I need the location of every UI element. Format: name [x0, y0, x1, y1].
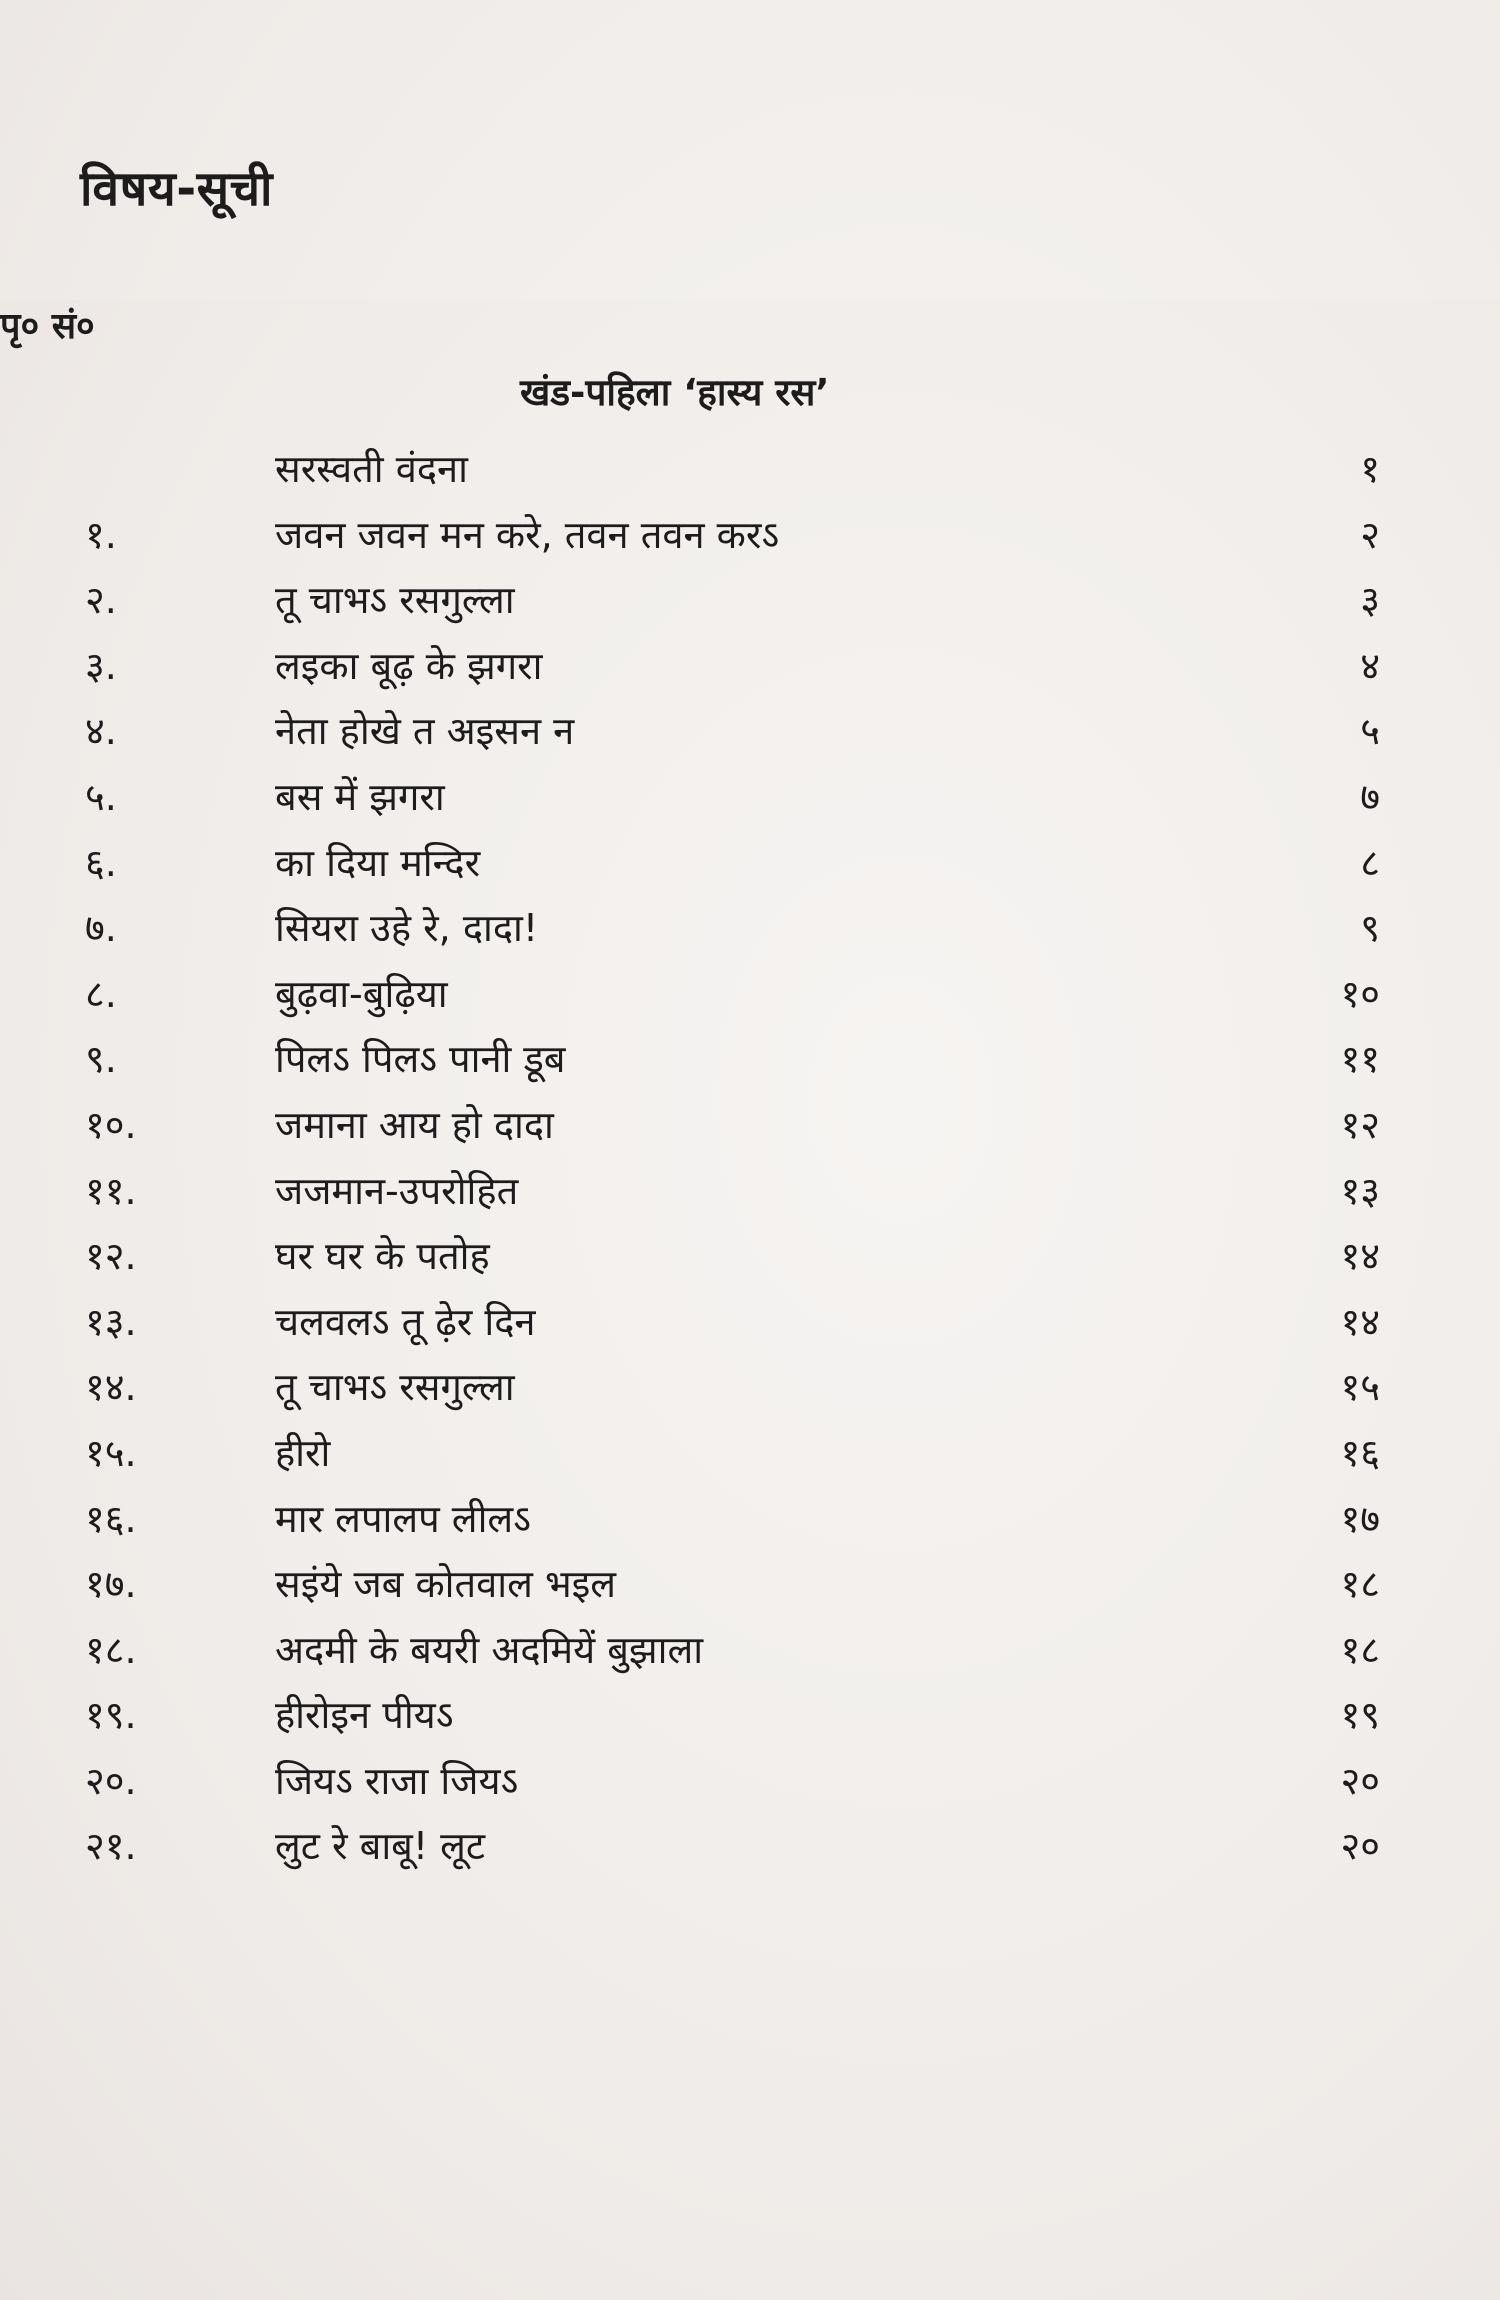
- section-heading: खंड-पहिला ‘हास्य रस’: [520, 371, 830, 414]
- entry-title: जजमान-उपरोहित: [275, 1168, 519, 1213]
- entry-page: ११: [1340, 1037, 1380, 1082]
- entry-page: २०: [1340, 1758, 1380, 1803]
- entry-number: १४.: [85, 1365, 137, 1410]
- entry-title: मार लपालप लीलऽ: [275, 1496, 531, 1541]
- entry-number: १९.: [85, 1693, 137, 1738]
- entry-page: ५: [1360, 709, 1380, 754]
- entry-page: ७: [1360, 774, 1380, 819]
- entry-number: ५.: [85, 774, 117, 819]
- entry-title: घर घर के पतोह: [275, 1234, 490, 1279]
- entry-title: तू चाभऽ रसगुल्ला: [275, 578, 515, 623]
- entry-title: बस में झगरा: [275, 774, 445, 819]
- entry-number: ११.: [85, 1168, 137, 1213]
- toc-entry: [0, 1020, 1500, 1086]
- entry-title: बुढ़वा-बुढ़िया: [275, 971, 448, 1016]
- table-of-contents: [0, 430, 1500, 1873]
- entry-page: १२: [1340, 1102, 1380, 1147]
- toc-entry: [0, 1480, 1500, 1546]
- entry-number: २०.: [85, 1758, 137, 1803]
- entry-title: पिलऽ पिलऽ पानी डूब: [275, 1037, 566, 1082]
- entry-number: १२.: [85, 1234, 137, 1279]
- toc-entry: [0, 1217, 1500, 1283]
- page-title: विषय-सूची: [80, 161, 273, 217]
- toc-entry: [0, 955, 1500, 1021]
- entry-title: हीरोइन पीयऽ: [275, 1693, 454, 1738]
- entry-number: १.: [85, 512, 117, 557]
- toc-entry: [0, 1742, 1500, 1808]
- entry-page: २: [1360, 512, 1380, 557]
- column-header-page: पृ० सं०: [0, 300, 1500, 2300]
- entry-number: १५.: [85, 1430, 137, 1475]
- entry-page: ९: [1360, 906, 1380, 951]
- toc-entry: [0, 561, 1500, 627]
- toc-entry: [0, 1414, 1500, 1480]
- entry-number: २.: [85, 578, 117, 623]
- toc-entry: [0, 889, 1500, 955]
- toc-entry: [0, 1283, 1500, 1349]
- entry-title: का दिया मन्दिर: [275, 840, 481, 885]
- toc-entry: [0, 627, 1500, 693]
- entry-title: हीरो: [275, 1430, 331, 1475]
- entry-page: ३: [1360, 578, 1380, 623]
- entry-number: ३.: [85, 643, 117, 688]
- entry-number: १०.: [85, 1102, 137, 1147]
- toc-entry: [0, 1611, 1500, 1677]
- entry-number: ७.: [85, 906, 117, 951]
- toc-entry: [0, 824, 1500, 890]
- entry-title: सइंये जब कोतवाल भइल: [275, 1562, 617, 1607]
- entry-title: जवन जवन मन करे, तवन तवन करऽ: [275, 512, 780, 557]
- entry-page: ४: [1360, 643, 1380, 688]
- entry-title: अदमी के बयरी अदमियें बुझाला: [275, 1627, 704, 1672]
- entry-page: १५: [1340, 1365, 1380, 1410]
- entry-page: १४: [1340, 1234, 1380, 1279]
- toc-entry: [0, 1545, 1500, 1611]
- entry-page: १४: [1340, 1299, 1380, 1344]
- entry-title: नेता होखे त अइसन न: [275, 709, 575, 754]
- entry-page: १६: [1340, 1430, 1380, 1475]
- entry-number: १६.: [85, 1496, 137, 1541]
- entry-title: जियऽ राजा जियऽ: [275, 1758, 519, 1803]
- toc-entry: [0, 758, 1500, 824]
- entry-page: १८: [1340, 1562, 1380, 1607]
- entry-number: ६.: [85, 840, 117, 885]
- toc-entry: [0, 1152, 1500, 1218]
- entry-page: १९: [1340, 1693, 1380, 1738]
- entry-title: सरस्वती वंदना: [275, 447, 468, 491]
- entry-page: ८: [1360, 840, 1380, 885]
- entry-title: तू चाभऽ रसगुल्ला: [275, 1365, 515, 1410]
- entry-number: ९.: [85, 1037, 117, 1082]
- entry-page: १७: [1340, 1496, 1380, 1541]
- toc-entry: [0, 1676, 1500, 1742]
- toc-entry: [0, 1348, 1500, 1414]
- entry-title: लुट रे बाबू! लूट: [275, 1824, 486, 1869]
- entry-page: १८: [1340, 1627, 1380, 1672]
- entry-number: १८.: [85, 1627, 137, 1672]
- entry-page: १०: [1340, 971, 1380, 1016]
- entry-title: सियरा उहे रे, दादा!: [275, 906, 539, 951]
- entry-page: १: [1360, 447, 1380, 491]
- entry-number: ४.: [85, 709, 117, 754]
- toc-entry: [0, 496, 1500, 562]
- entry-title: लइका बूढ़ के झगरा: [275, 643, 543, 688]
- entry-title: जमाना आय हो दादा: [275, 1102, 554, 1147]
- toc-entry: [0, 1086, 1500, 1152]
- toc-entry: [0, 430, 1500, 496]
- entry-number: १७.: [85, 1562, 137, 1607]
- entry-number: २१.: [85, 1824, 137, 1869]
- entry-page: २०: [1340, 1824, 1380, 1869]
- entry-page: १३: [1340, 1168, 1380, 1213]
- toc-entry: [0, 1807, 1500, 1873]
- entry-title: चलवलऽ तू ढ़ेर दिन: [275, 1299, 536, 1344]
- entry-number: ८.: [85, 971, 117, 1016]
- toc-entry: [0, 692, 1500, 758]
- entry-number: १३.: [85, 1299, 137, 1344]
